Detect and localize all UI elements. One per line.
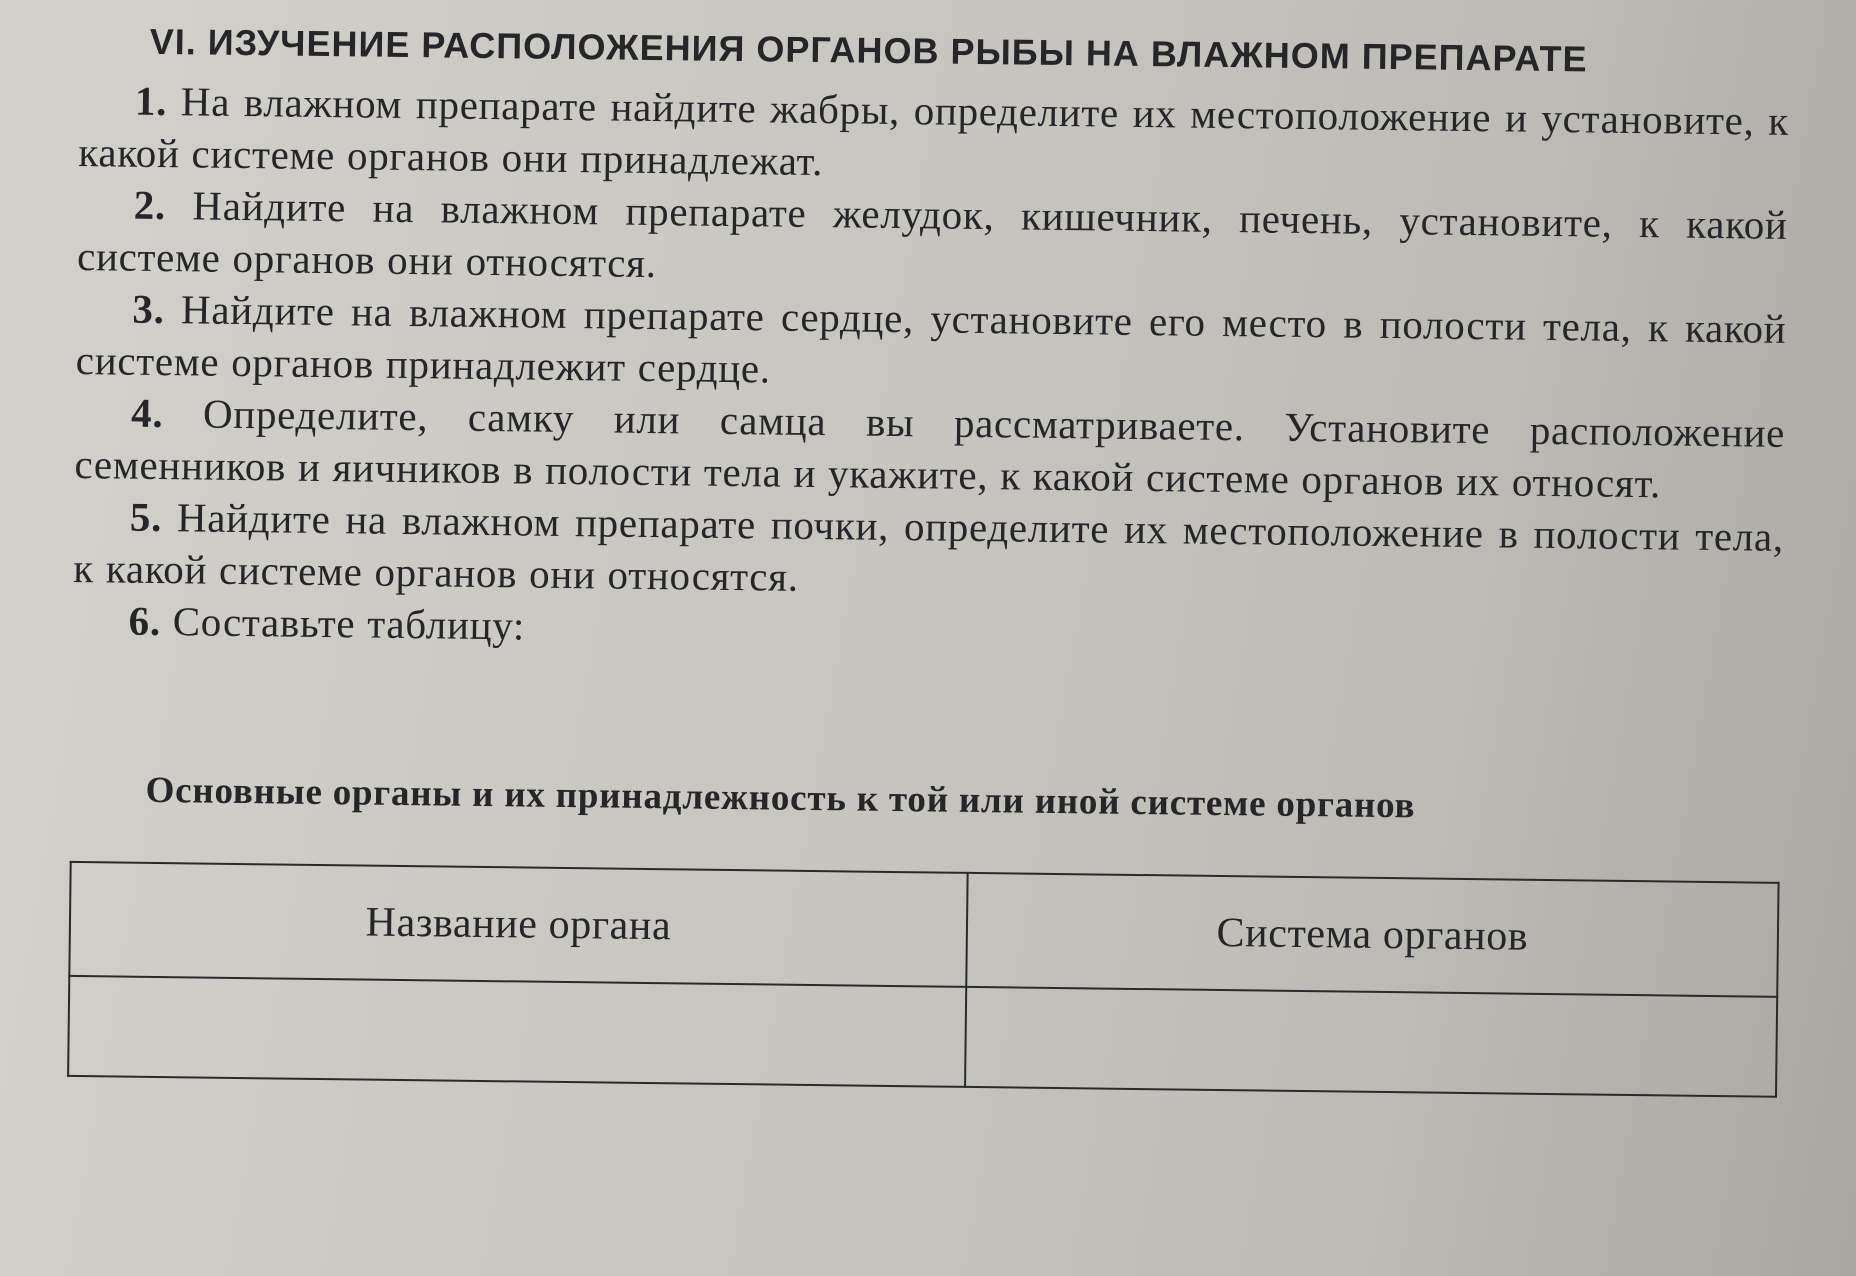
step-number: 5. — [129, 493, 163, 541]
step-text: Составьте таблицу: — [172, 598, 526, 649]
organ-table-wrapper — [67, 861, 1790, 1098]
step-number: 2. — [133, 181, 167, 229]
step-text: На влажном препарате найдите жабры, определите их местоположение и установите, к какой системе органов они принадлежат. — [78, 78, 1790, 185]
step-number: 3. — [132, 285, 165, 333]
section-title: VI. ИЗУЧЕНИЕ РАСПОЛОЖЕНИЯ ОРГАНОВ РЫБЫ НА ВЛАЖНОМ ПРЕПАРАТЕ — [149, 20, 1588, 80]
header-organ-name: Название органа — [69, 862, 967, 987]
table-caption: Основные органы и их принадлежность к той или иной системе органов — [145, 769, 1416, 827]
step-number: 1. — [134, 77, 168, 125]
organ-system-table — [67, 861, 1780, 1098]
page-content — [67, 20, 1790, 1098]
step-text: Найдите на влажном препарате сердце, установите его место в полости тела, к какой системе органов принадлежит сердце. — [75, 286, 1787, 392]
step-text: Определите, самку или самца вы рассматриваете. Установите расположение семенников и яичников в полости тела и укажите, к какой системе органов их относят. — [74, 390, 1786, 507]
table-cell-organ[interactable] — [68, 976, 966, 1087]
step-number: 6. — [128, 597, 162, 645]
instruction-list — [72, 74, 1789, 667]
header-organ-system: Система органов — [966, 873, 1778, 997]
step-text: Найдите на влажном препарате желудок, кишечник, печень, установите, к какой системе органов они относятся. — [76, 182, 1788, 287]
table-cell-system[interactable] — [965, 987, 1777, 1097]
table-row — [68, 976, 1777, 1097]
step-number: 4. — [130, 389, 164, 437]
step-text: Найдите на влажном препарате почки, определите их местоположение в полости тела, к какой системе органов они относятся. — [73, 494, 1785, 600]
table-header-row — [69, 862, 1778, 997]
